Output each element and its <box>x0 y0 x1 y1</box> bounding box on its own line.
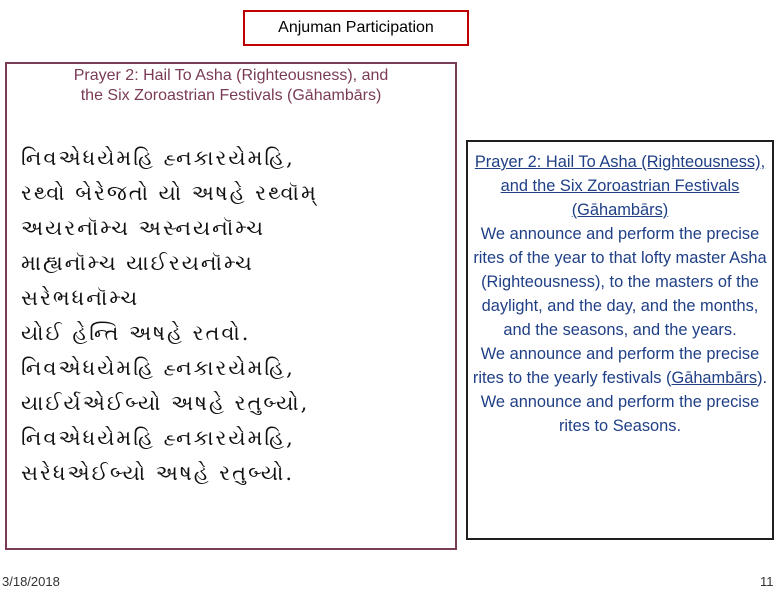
translation-paragraph-2 <box>468 342 772 390</box>
english-translation-panel <box>466 140 774 540</box>
gujarati-prayer-panel <box>5 62 457 550</box>
translation-paragraph-3: We announce and perform the precise rites to Seasons. <box>480 393 760 435</box>
gujarati-line: નિવએધયેમહિ હ્નકારયેમહિ, <box>21 426 295 450</box>
gujarati-line: માહ્યનૉમ્ચ યાઈરયનૉમ્ચ <box>21 251 254 275</box>
gujarati-prayer-lines <box>21 144 318 494</box>
gujarati-line: નિવએધયેમહિ હ્નકારયેમહિ, <box>21 356 295 380</box>
slide-title <box>243 10 469 46</box>
right-panel-heading: Prayer 2: Hail To Asha (Righteousness), and the Six Zoroastrian Festivals (Gāhambārs) <box>474 153 766 219</box>
translation-paragraph-2-start: We announce and perform the precise rites to the yearly festivals ( <box>472 345 760 387</box>
gujarati-line: અયરનૉમ્ચ અસ્નયનૉમ્ચ <box>21 216 266 240</box>
gujarati-line: નિવએધયેમહિ હ્નકારયેમહિ, <box>21 146 295 170</box>
slide-title-text: Anjuman Participation <box>278 19 434 36</box>
left-heading-line-2: the Six Zoroastrian Festivals (Gāhambārs) <box>80 87 382 104</box>
translation-body <box>468 222 772 438</box>
gujarati-line: રથ્વો બેરેજતો યો અષહે રથ્વૉમ્ <box>21 181 318 205</box>
page-number: 11 <box>760 574 774 589</box>
translation-paragraph-2-end: ). <box>757 369 768 387</box>
translation-paragraph-1: We announce and perform the precise rites of the year to that lofty master Asha (Righteousness), to the masters of the daylight, and the day, and the months, and the seasons, and the years. <box>473 225 767 339</box>
gujarati-line: યોઈ હેન્તિ અષહે રતવો. <box>21 321 251 345</box>
gahambars-underlined: Gāhambārs <box>671 369 758 387</box>
gujarati-line: યાઈર્યએઈબ્યો અષહે રતુબ્યો, <box>21 391 310 415</box>
left-panel-heading <box>7 66 455 106</box>
footer-date: 3/18/2018 <box>2 574 60 589</box>
gujarati-line: સરેધએઈબ્યો અષહે રતુબ્યો. <box>21 461 295 485</box>
gujarati-line: સરેભધનૉમ્ચ <box>21 286 140 310</box>
left-heading-line-1: Prayer 2: Hail To Asha (Righteousness), and <box>73 67 389 84</box>
